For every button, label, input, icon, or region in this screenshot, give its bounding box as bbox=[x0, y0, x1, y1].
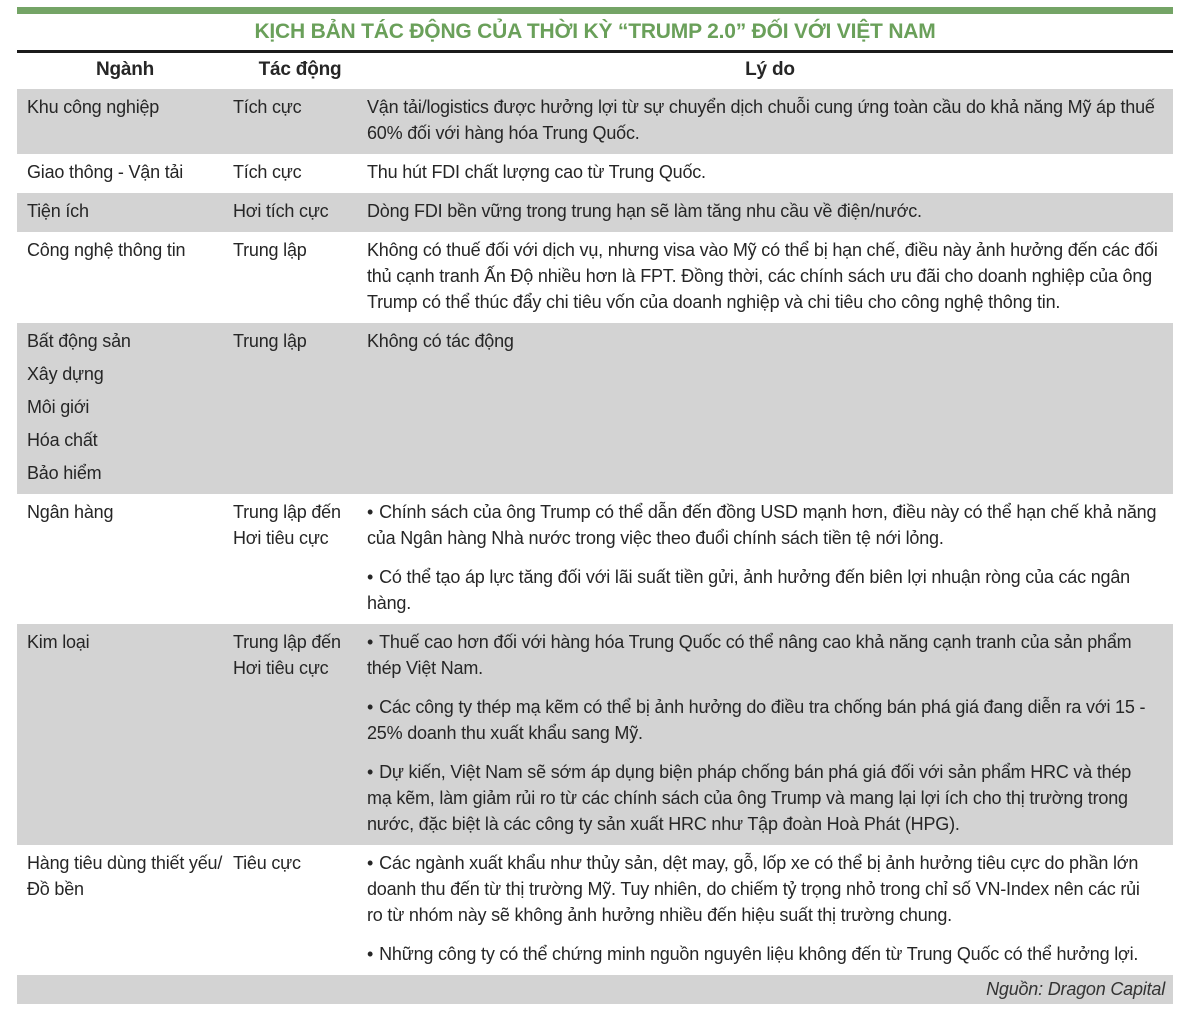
reason-paragraph bbox=[367, 564, 1159, 616]
industry-label: Hóa chất bbox=[27, 430, 98, 450]
table-row bbox=[17, 323, 1173, 494]
reason-cell bbox=[367, 499, 1173, 616]
reason-paragraph: Không có thuế đối với dịch vụ, nhưng visa vào Mỹ có thể bị hạn chế, điều này ảnh hưởng đến các đối thủ cạnh tranh Ấn Độ nhiều hơn là FPT. Đồng thời, các chính sách ưu đãi cho doanh nghiệp của ông Trump có thể thúc đẩy chi tiêu vốn của doanh nghiệp và chi tiêu cho công nghệ thông tin. bbox=[367, 240, 1158, 312]
impact-cell: Hơi tích cực bbox=[233, 201, 329, 221]
column-header-impact: Tác động bbox=[258, 59, 342, 80]
industry-label: Hàng tiêu dùng thiết yếu/Đồ bền bbox=[27, 853, 223, 899]
impact-cell: Trung lập đến Hơi tiêu cực bbox=[233, 632, 341, 678]
reason-paragraph bbox=[367, 694, 1159, 746]
industry-label: Kim loại bbox=[27, 632, 90, 652]
table-row bbox=[17, 193, 1173, 232]
column-header-industry: Ngành bbox=[95, 59, 155, 80]
bullet-icon: • bbox=[367, 697, 374, 717]
bullet-icon: • bbox=[367, 944, 374, 964]
table-row bbox=[17, 845, 1173, 975]
reason-text: Thuế cao hơn đối với hàng hóa Trung Quốc có thể nâng cao khả năng cạnh tranh của sản phẩm thép Việt Nam. bbox=[367, 632, 1132, 678]
reason-cell bbox=[367, 850, 1173, 967]
impact-cell: Trung lập đến Hơi tiêu cực bbox=[233, 502, 341, 548]
reason-cell bbox=[367, 629, 1173, 837]
bullet-icon: • bbox=[367, 762, 374, 782]
reason-cell bbox=[367, 159, 1173, 185]
reason-paragraph bbox=[367, 850, 1159, 928]
reason-paragraph bbox=[367, 941, 1159, 967]
bullet-icon: • bbox=[367, 502, 374, 522]
impact-cell: Trung lập bbox=[233, 331, 307, 351]
bullet-icon: • bbox=[367, 853, 374, 873]
source-note: Nguồn: Dragon Capital bbox=[17, 975, 1173, 1004]
table-row bbox=[17, 89, 1173, 154]
industry-label: Bảo hiểm bbox=[27, 463, 102, 483]
impact-cell: Tích cực bbox=[233, 97, 302, 117]
reason-text: Chính sách của ông Trump có thể dẫn đến đồng USD mạnh hơn, điều này có thể hạn chế khả năng của Ngân hàng Nhà nước trong việc theo đuổi chính sách tiền tệ nới lỏng. bbox=[367, 502, 1157, 548]
table-row bbox=[17, 494, 1173, 624]
industry-cell bbox=[17, 629, 233, 837]
reason-text: Các ngành xuất khẩu như thủy sản, dệt may, gỗ, lốp xe có thể bị ảnh hưởng tiêu cực do phần lớn doanh thu đến từ thị trường Mỹ. Tuy nhiên, do chiếm tỷ trọng nhỏ trong chỉ số VN-Index nên các rủi ro từ nhóm này sẽ không ảnh hưởng nhiều đến hiệu suất thị trường chung. bbox=[367, 853, 1140, 925]
reason-text: Dự kiến, Việt Nam sẽ sớm áp dụng biện pháp chống bán phá giá đối với sản phẩm HRC và thép mạ kẽm, làm giảm rủi ro từ các chính sách của ông Trump và mang lại lợi ích cho thị trường trong nước, đặc biệt là các công ty sản xuất HRC như Tập đoàn Hoà Phát (HPG). bbox=[367, 762, 1132, 834]
industry-label: Giao thông - Vận tải bbox=[27, 162, 184, 182]
impact-cell: Tiêu cực bbox=[233, 853, 301, 873]
bullet-icon: • bbox=[367, 567, 374, 587]
reason-text: Có thể tạo áp lực tăng đối với lãi suất tiền gửi, ảnh hưởng đến biên lợi nhuận ròng của các ngân hàng. bbox=[367, 567, 1130, 613]
industry-cell bbox=[17, 237, 233, 315]
industry-label: Khu công nghiệp bbox=[27, 97, 160, 117]
accent-top-bar bbox=[17, 7, 1173, 14]
industry-label: Ngân hàng bbox=[27, 502, 114, 522]
industry-cell bbox=[17, 159, 233, 185]
reason-paragraph: Thu hút FDI chất lượng cao từ Trung Quốc. bbox=[367, 162, 706, 182]
impact-cell: Tích cực bbox=[233, 162, 302, 182]
table-container bbox=[17, 7, 1173, 1004]
reason-paragraph: Vận tải/logistics được hưởng lợi từ sự chuyển dịch chuỗi cung ứng toàn cầu do khả năng Mỹ áp thuế 60% đối với hàng hóa Trung Quốc. bbox=[367, 97, 1155, 143]
bullet-icon: • bbox=[367, 632, 374, 652]
industry-cell bbox=[17, 850, 233, 967]
industry-label: Môi giới bbox=[27, 397, 90, 417]
table-header-row bbox=[17, 53, 1173, 89]
reason-cell bbox=[367, 328, 1173, 486]
reason-text: Những công ty có thể chứng minh nguồn nguyên liệu không đến từ Trung Quốc có thể hưởng lợi. bbox=[379, 944, 1139, 964]
table-row bbox=[17, 624, 1173, 845]
reason-text: Các công ty thép mạ kẽm có thể bị ảnh hưởng do điều tra chống bán phá giá đang diễn ra với 15 - 25% doanh thu xuất khẩu sang Mỹ. bbox=[367, 697, 1146, 743]
reason-cell bbox=[367, 94, 1173, 146]
industry-cell bbox=[17, 328, 233, 486]
reason-paragraph bbox=[367, 499, 1159, 551]
table-title: KỊCH BẢN TÁC ĐỘNG CỦA THỜI KỲ “TRUMP 2.0” ĐỐI VỚI VIỆT NAM bbox=[254, 20, 936, 43]
table-row bbox=[17, 154, 1173, 193]
reason-paragraph: Không có tác động bbox=[367, 331, 514, 351]
reason-cell bbox=[367, 237, 1173, 315]
reason-paragraph bbox=[367, 759, 1159, 837]
impact-cell: Trung lập bbox=[233, 240, 307, 260]
table-row bbox=[17, 232, 1173, 323]
industry-label: Bất động sản bbox=[27, 331, 131, 351]
industry-cell bbox=[17, 499, 233, 616]
column-header-reason: Lý do bbox=[745, 59, 795, 80]
industry-cell bbox=[17, 198, 233, 224]
reason-cell bbox=[367, 198, 1173, 224]
reason-paragraph: Dòng FDI bền vững trong trung hạn sẽ làm tăng nhu cầu về điện/nước. bbox=[367, 201, 922, 221]
reason-paragraph bbox=[367, 629, 1159, 681]
industry-label: Công nghệ thông tin bbox=[27, 240, 186, 260]
industry-label: Xây dựng bbox=[27, 364, 104, 384]
industry-label: Tiện ích bbox=[27, 201, 89, 221]
industry-cell bbox=[17, 94, 233, 146]
